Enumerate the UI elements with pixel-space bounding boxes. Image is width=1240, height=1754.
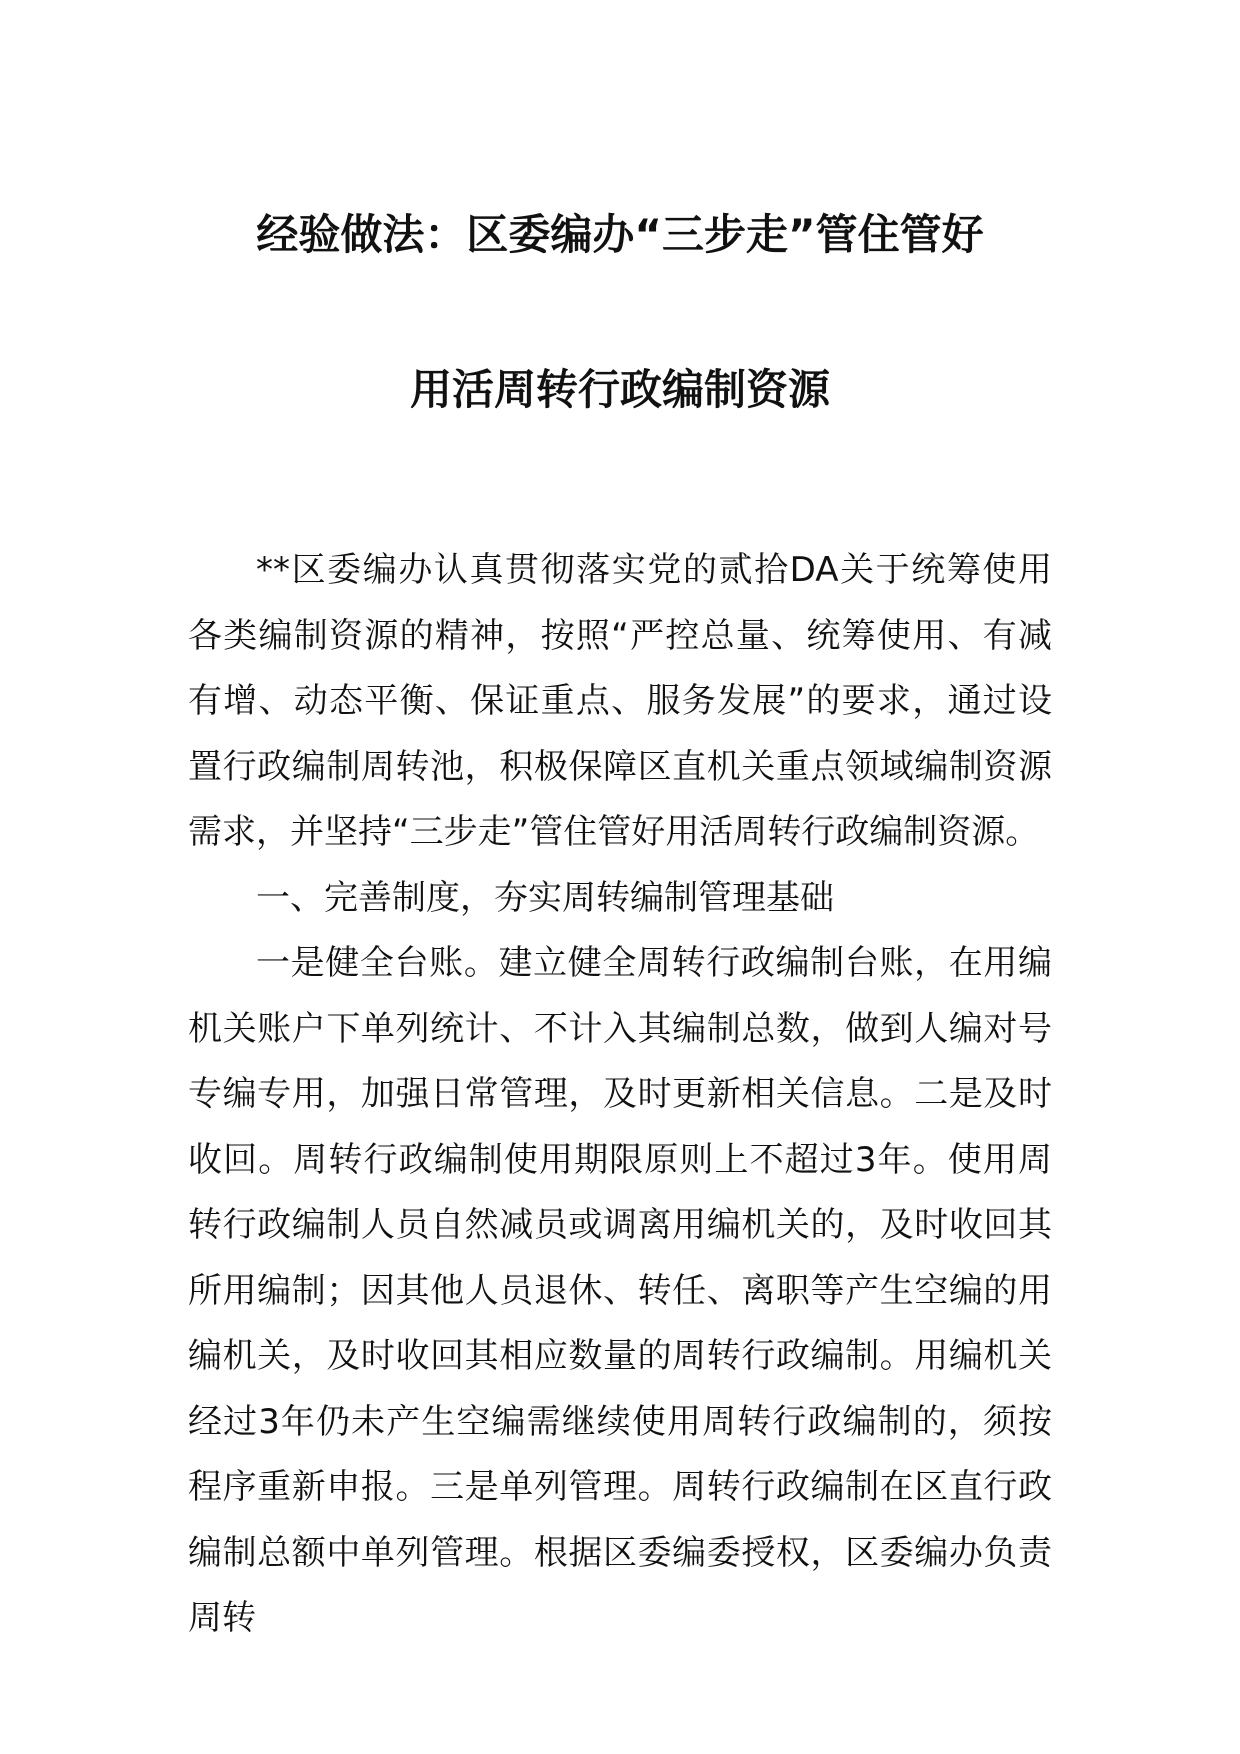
paragraph-intro: **区委编办认真贯彻落实党的贰拾DA关于统筹使用各类编制资源的精神，按照“严控总量、统筹使用、有减有增、动态平衡、保证重点、服务发展”的要求，通过设置行政编制周转池，积极保障区直机关重点领域编制资源需求，并坚持“三步走”管住管好用活周转行政编制资源。 <box>188 550 1052 852</box>
document-title-line-1: 经验做法：区委编办“三步走”管住管好 <box>256 210 984 259</box>
paragraph-details: 一是健全台账。建立健全周转行政编制台账，在用编机关账户下单列统计、不计入其编制总数，做到人编对号专编专用，加强日常管理，及时更新相关信息。二是及时收回。周转行政编制使用期限原则上不超过3年。使用周转行政编制人员自然减员或调离用编机关的，及时收回其所用编制；因其他人员退休、转任、离职等产生空编的用编机关，及时收回其相应数量的周转行政编制。用编机关经过3年仍未产生空编需继续使用周转行政编制的，须按程序重新申报。三是单列管理。周转行政编制在区直行政编制总额中单列管理。根据区委编委授权，区委编办负责周转 <box>188 943 1052 1638</box>
document-body <box>188 538 1052 1652</box>
document-title-line-2: 用活周转行政编制资源 <box>409 365 830 414</box>
section-heading: 一、完善制度，夯实周转编制管理基础 <box>256 877 834 918</box>
